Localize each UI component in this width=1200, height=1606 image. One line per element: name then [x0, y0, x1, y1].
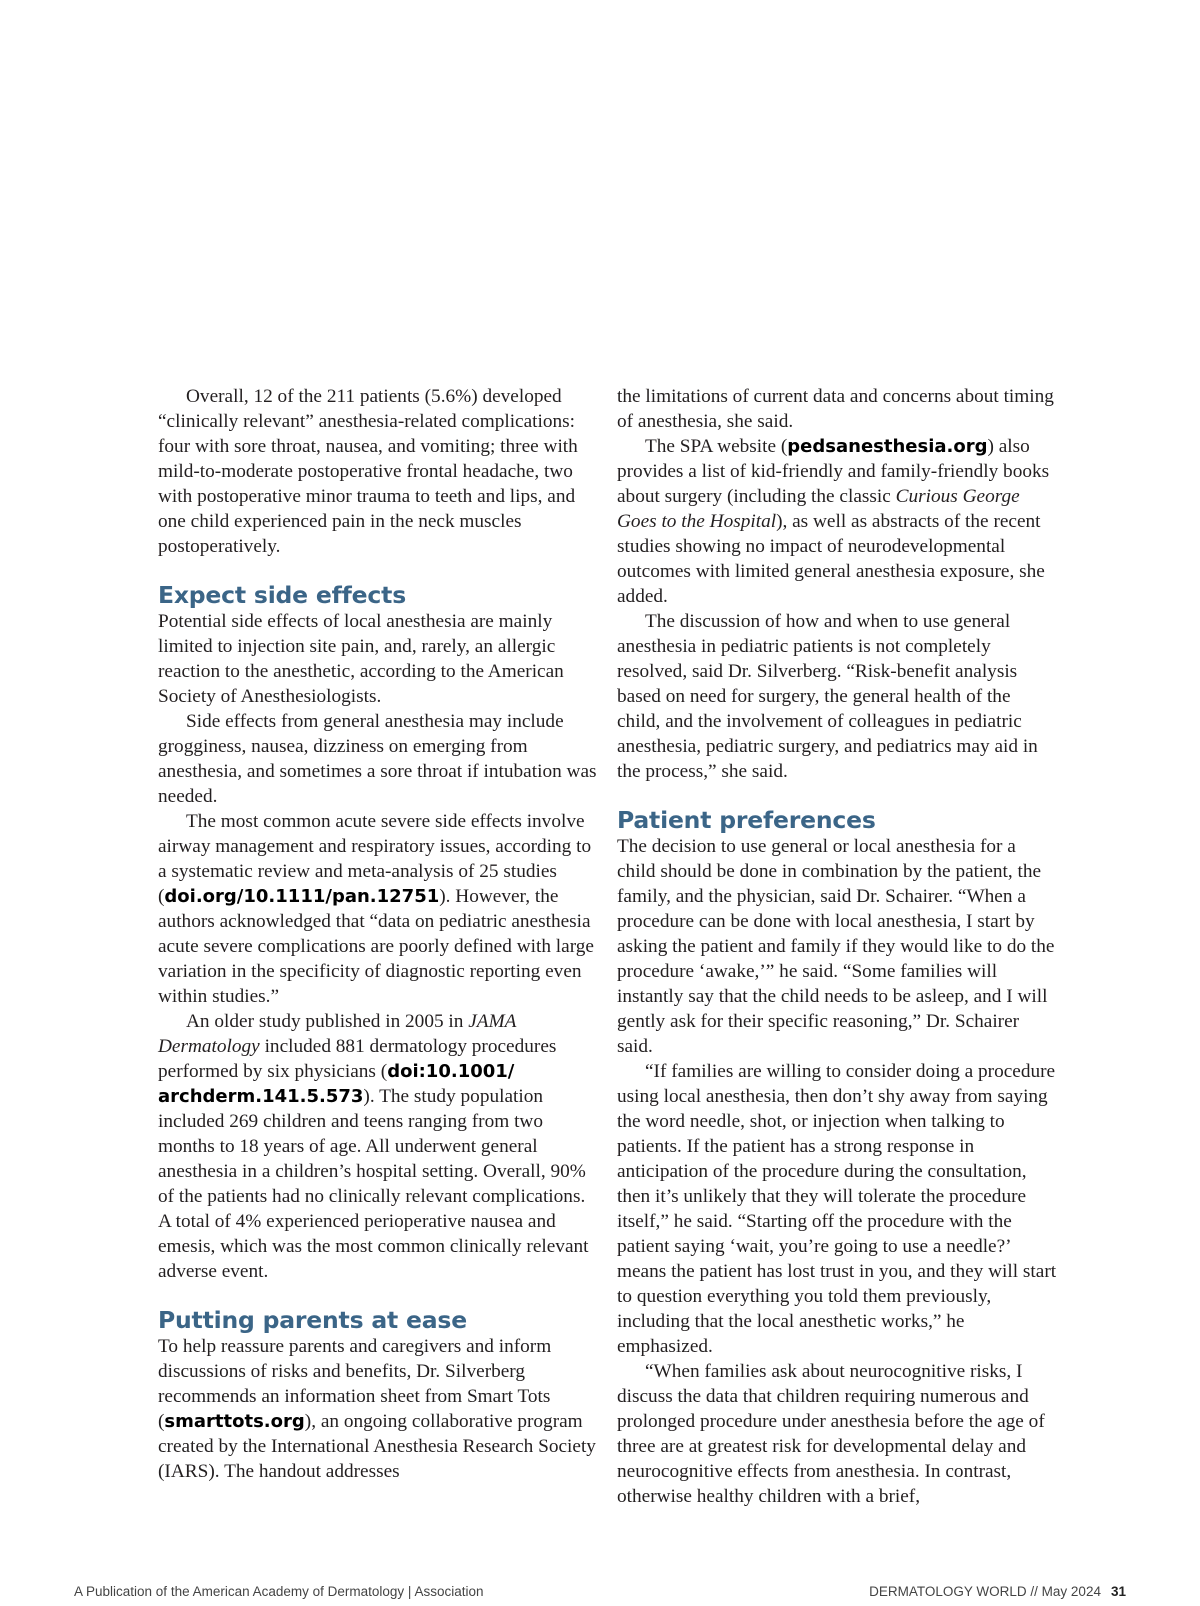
text-run: The SPA website ( [645, 436, 788, 457]
paragraph: Side effects from general anesthesia may include grogginess, nausea, dizziness on emerging from anesthesia, and sometimes a sore throat if intubation was needed. [158, 711, 597, 807]
text-run: The most common acute severe side effects involve airway management and respiratory issues, according to a systematic review and meta-analysis of 25 studies ( [158, 811, 592, 907]
section-heading-expect-side-effects: Expect side effects [158, 581, 406, 609]
text-run: ) also provides a list of kid-friendly and family-friendly books about surgery (including the classic [617, 436, 1050, 507]
paragraph: the limitations of current data and concerns about timing of anesthesia, she said. [617, 386, 1054, 432]
text-run: An older study published in 2005 in [186, 1011, 469, 1032]
journal-title: JAMA Dermatology [158, 1011, 517, 1057]
section-heading-putting-parents-at-ease: Putting parents at ease [158, 1306, 467, 1334]
paragraph: The discussion of how and when to use general anesthesia in pediatric patients is not completely resolved, said Dr. Silverberg. “Risk-benefit analysis based on need for surgery, the general health of the child, and the involvement of colleagues in pediatric anesthesia, pediatric surgery, and pediatrics may aid in the process,” she said. [617, 611, 1038, 782]
paragraph: Overall, 12 of the 211 patients (5.6%) developed “clinically relevant” anesthesia-related complications: four with sore throat, nausea, and vomiting; three with mild-to-moderate postoperative frontal headache, two with postoperative minor trauma to teeth and lips, and one child experienced pain in the neck muscles postoperatively. [158, 386, 578, 557]
text-run: included 881 dermatology procedures performed by six physicians ( [158, 1036, 557, 1082]
footer-publication: A Publication of the American Academy of Dermatology | Association [74, 1584, 484, 1599]
book-title: Curious George Goes to the Hospital [617, 486, 1020, 532]
text-run: ). The study population included 269 children and teens ranging from two months to 18 years of age. All underwent general anesthesia in a children’s hospital setting. Overall, 90% of the patients had no clinically relevant complications. A total of 4% experienced perioperative nausea and emesis, which was the most common clinically relevant adverse event. [158, 1086, 589, 1282]
paragraph [617, 434, 1057, 609]
paragraph [158, 809, 598, 1009]
text-run: ), an ongoing collaborative program created by the International Anesthesia Research Society (IARS). The handout addresses [158, 1411, 596, 1482]
paragraph [158, 1334, 598, 1484]
page-number: 31 [1110, 1584, 1126, 1599]
doi-link-archderm[interactable]: doi:10.1001/ archderm.141.5.573 [158, 1061, 515, 1107]
text-run: ), as well as abstracts of the recent studies showing no impact of neurodevelopmental outcomes with limited general anesthesia exposure, she added. [617, 511, 1045, 607]
paragraph: “When families ask about neurocognitive risks, I discuss the data that children requiring numerous and prolonged procedure under anesthesia before the age of three are at greatest risk for developmental delay and neurocognitive effects from anesthesia. In contrast, otherwise healthy children with a brief, [617, 1361, 1045, 1507]
article-column-right [617, 384, 1057, 1509]
footer-magazine [869, 1584, 1126, 1599]
section-heading-patient-preferences: Patient preferences [617, 806, 876, 834]
magazine-issue: DERMATOLOGY WORLD // May 2024 [869, 1584, 1101, 1599]
doi-link-pan[interactable]: doi.org/10.1111/pan.12751 [164, 886, 440, 907]
smarttots-link[interactable]: smarttots.org [164, 1411, 305, 1432]
text-run: ). However, the authors acknowledged that “data on pediatric anesthesia acute severe complications are poorly defined with large variation in the specificity of diagnostic reporting even within studies.” [158, 886, 594, 1007]
article-column-left [158, 384, 598, 1484]
paragraph [158, 1009, 598, 1284]
paragraph: Potential side effects of local anesthesia are mainly limited to injection site pain, and, rarely, an allergic reaction to the anesthetic, according to the American Society of Anesthesiologists. [158, 611, 564, 707]
text-run: To help reassure parents and caregivers and inform discussions of risks and benefits, Dr. Silverberg recommends an information sheet from Smart Tots ( [158, 1336, 552, 1432]
paragraph: “If families are willing to consider doing a procedure using local anesthesia, then don’t shy away from saying the word needle, shot, or injection when talking to patients. If the patient has a strong response in anticipation of the procedure during the consultation, then it’s unlikely that they will tolerate the procedure itself,” he said. “Starting off the procedure with the patient saying ‘wait, you’re going to use a needle?’ means the patient has lost trust in you, and they will start to question everything you told them previously, including that the local anesthetic works,” he emphasized. [617, 1061, 1057, 1357]
paragraph: The decision to use general or local anesthesia for a child should be done in combination by the patient, the family, and the physician, said Dr. Schairer. “When a procedure can be done with local anesthesia, I start by asking the patient and family if they would like to do the procedure ‘awake,’” he said. “Some families will instantly say that the child needs to be asleep, and I will gently ask for their specific reasoning,” Dr. Schairer said. [617, 836, 1055, 1057]
pedsanesthesia-link[interactable]: pedsanesthesia.org [787, 436, 988, 457]
